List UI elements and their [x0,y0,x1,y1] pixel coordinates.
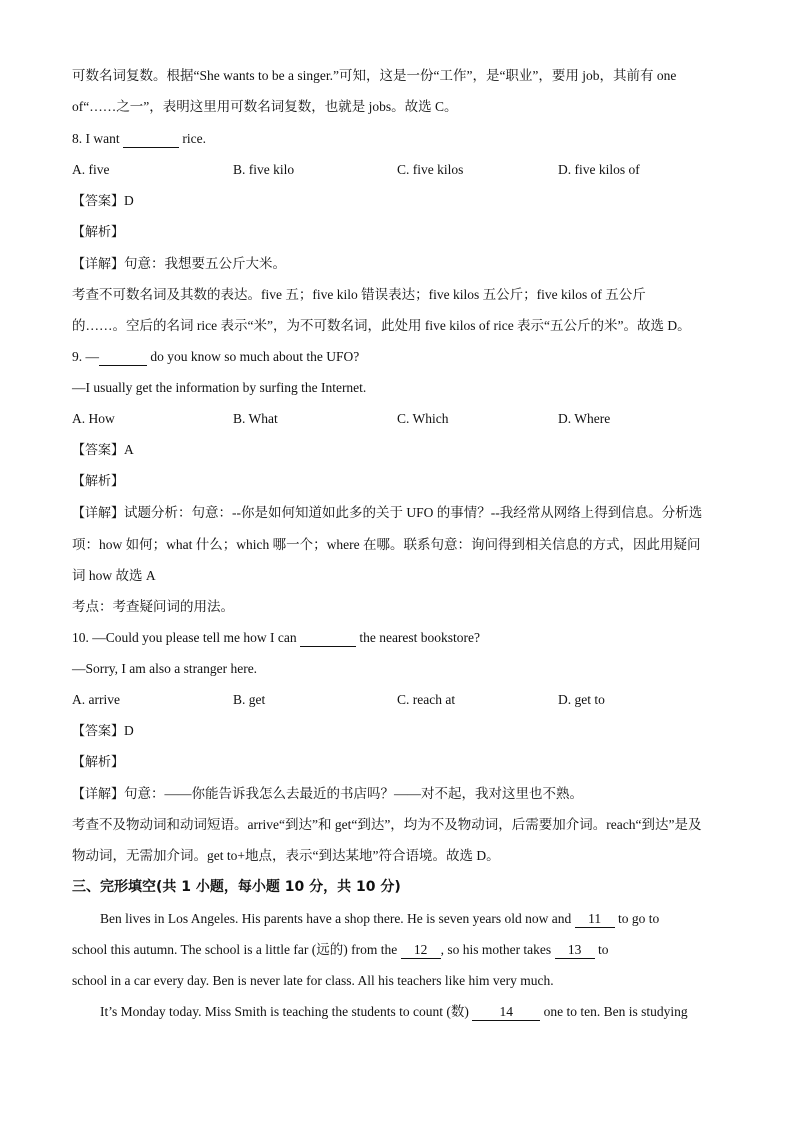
passage-line-3: school in a car every day. Ben is never late for class. All his teachers like him very much. [72,973,554,988]
passage-text: Ben lives in Los Angeles. His parents have a shop there. He is seven years old now and [100,911,572,926]
q8-detail-text: 句意：我想要五公斤大米。 [124,256,287,271]
q8-stem-post: rice. [182,131,206,146]
q8-option-a: A. five [72,162,110,177]
q9-answer [72,440,134,461]
q8-detail [72,254,286,275]
detail-tag: 【详解】 [72,257,125,272]
q8-stem [72,129,206,149]
answer-tag: 【答案】 [72,724,125,739]
q8-option-b: B. five kilo [233,162,295,177]
q10-option-a: A. arrive [72,692,120,707]
passage-text: , so his mother takes [440,942,552,957]
q8-analysis-tag [72,222,124,243]
q9-stem-pre: 9. — [72,349,99,364]
q9-detail-3: 词 how 故选 A [72,568,156,583]
answer-tag: 【答案】 [72,443,125,458]
q10-answer [72,721,134,742]
blank-12: 12 [401,942,441,959]
q10-stem [72,628,480,648]
q9-answer-value: A [124,442,134,457]
q9-option-c: C. Which [397,411,449,426]
q10-detail [72,784,583,805]
q9-point: 考点：考查疑问词的用法。 [72,599,234,614]
q9-detail-text-1: 试题分析：句意：--你是如何知道如此多的关于 UFO 的事情？--我经常从网络上得到信息。分析选 [124,505,703,520]
passage-line-2 [72,940,608,960]
q10-blank [300,630,356,647]
passage-text: school this autumn. The school is a little far (远的) from the [72,942,398,957]
analysis-tag: 【解析】 [72,225,125,240]
q8-explanation-2: 的……。空后的名词 rice 表示“米”，为不可数名词，此处用 five kilos of rice 表示“五公斤的米”。故选 D。 [72,318,691,333]
q9-reply: —I usually get the information by surfing the Internet. [72,380,367,395]
q10-option-b: B. get [233,692,266,707]
q9-option-a: A. How [72,411,115,426]
q10-answer-value: D [124,723,134,738]
q9-stem [72,347,359,367]
passage-text: one to ten. Ben is studying [543,1004,688,1019]
detail-tag: 【详解】 [72,506,125,521]
answer-tag: 【答案】 [72,194,125,209]
analysis-tag: 【解析】 [72,474,125,489]
passage-line-1 [100,909,659,929]
q8-blank [123,131,179,148]
blank-14: 14 [472,1004,540,1021]
q9-option-d: D. Where [558,411,611,426]
passage-text: It’s Monday today. Miss Smith is teaching the students to count (数) [100,1004,469,1019]
q10-reply: —Sorry, I am also a stranger here. [72,661,258,676]
q10-explanation-2: 物动词，无需加介词。get to+地点，表示“到达某地”符合语境。故选 D。 [72,848,500,863]
q8-option-d: D. five kilos of [558,162,640,177]
q8-option-c: C. five kilos [397,162,464,177]
q10-option-d: D. get to [558,692,605,707]
intro-line-2: of“……之一”，表明这里用可数名词复数，也就是 jobs。故选 C。 [72,99,458,114]
blank-11: 11 [575,911,615,928]
q10-explanation-1: 考查不及物动词和动词短语。arrive“到达”和 get“到达”，均为不及物动词，后需要加介词。reach“到达”是及 [72,817,702,832]
q8-explanation-1: 考查不可数名词及其数的表达。five 五；five kilo 错误表达；five kilos 五公斤；five kilos of 五公斤 [72,287,646,302]
q10-analysis-tag [72,752,124,773]
q9-analysis-tag [72,471,124,492]
q8-answer [72,191,134,212]
detail-tag: 【详解】 [72,787,125,802]
q10-stem-post: the nearest bookstore? [359,630,481,645]
q9-detail-1 [72,503,702,524]
blank-13: 13 [555,942,595,959]
passage-text: to go to [618,911,660,926]
q8-answer-value: D [124,193,134,208]
intro-line-1: 可数名词复数。根据“She wants to be a singer.”可知，这是一份“工作”，是“职业”，要用 job，其前有 one [72,68,677,83]
q10-option-c: C. reach at [397,692,456,707]
q10-stem-pre: 10. —Could you please tell me how I can [72,630,297,645]
q9-blank [99,349,147,366]
q9-option-b: B. What [233,411,278,426]
q9-stem-post: do you know so much about the UFO? [150,349,360,364]
section-title: 三、完形填空(共 1 小题，每小题 10 分，共 10 分) [72,879,401,895]
passage-line-4 [100,1002,688,1022]
q9-detail-2: 项：how 如何；what 什么；which 哪一个；where 在哪。联系句意：询问得到相关信息的方式，因此用疑问 [72,537,701,552]
analysis-tag: 【解析】 [72,755,125,770]
q8-stem-pre: 8. I want [72,131,120,146]
q10-detail-text: 句意：——你能告诉我怎么去最近的书店吗？——对不起，我对这里也不熟。 [124,786,584,801]
passage-text: to [597,942,609,957]
